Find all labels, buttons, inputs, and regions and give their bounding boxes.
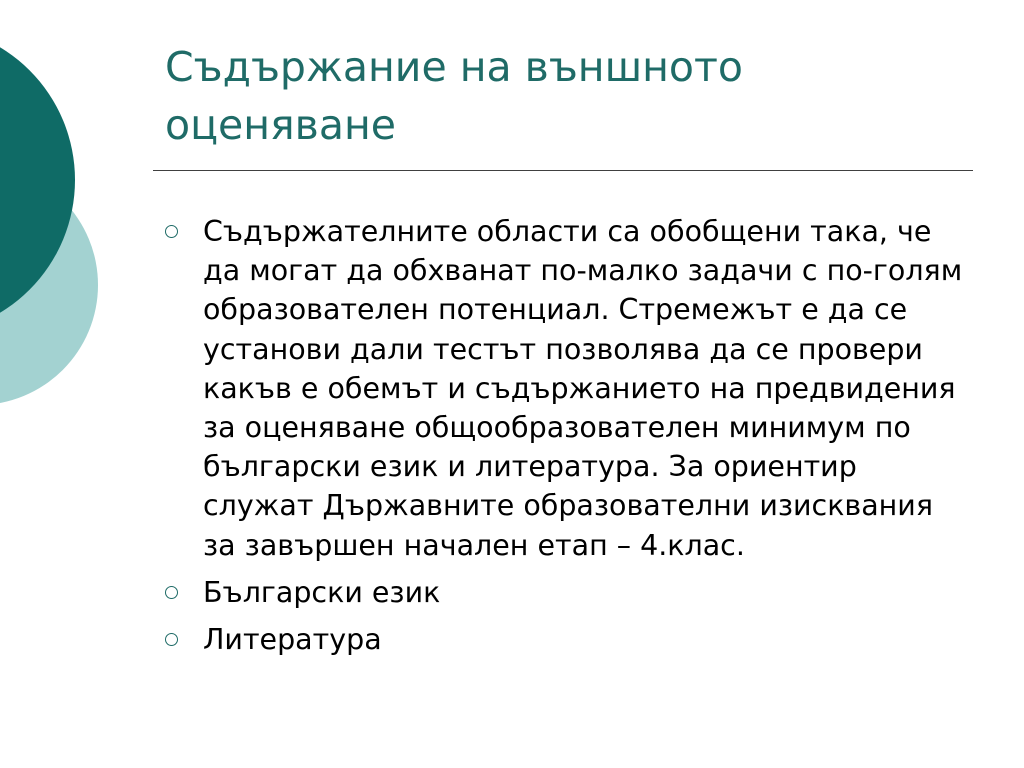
- hollow-circle-bullet-icon: [165, 586, 178, 599]
- decorative-circles: [0, 0, 110, 410]
- bullet-item: [165, 573, 965, 612]
- hollow-circle-bullet-icon: [165, 633, 178, 646]
- bullet-item: [165, 212, 965, 565]
- title-divider: [153, 170, 973, 171]
- hollow-circle-bullet-icon: [165, 225, 178, 238]
- bullet-text: Литература: [203, 623, 382, 657]
- bullet-list: [165, 212, 965, 667]
- bullet-item: [165, 620, 965, 659]
- slide-title: Съдържание на външното оценяване: [165, 43, 743, 149]
- bullet-text: Български език: [203, 575, 441, 609]
- bullet-text: Съдържателните области са обобщени така, че да могат да обхванат по-малко задачи с по-голям образователен потенциал. Стремежът е да се установи дали тестът позволява да се провери какъв е обемът и съдържанието на предвидения за оценяване общообразователен минимум по български език и литература. За ориентир служат Държавните образователни изисквания за завършен начален етап – 4.клас.: [203, 215, 963, 562]
